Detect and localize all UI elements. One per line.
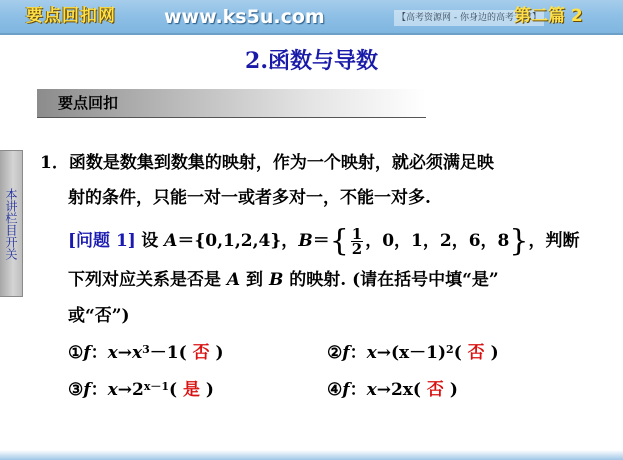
option-4 (327, 378, 458, 402)
option-1-f: f (83, 343, 91, 363)
q-line2-mid: 到 (240, 270, 269, 290)
option-1-x: x (107, 343, 118, 363)
option-1-close: ) (215, 343, 224, 363)
section-divider (37, 117, 426, 118)
option-2-number: ② (327, 343, 343, 363)
option-3-expr: 2 (131, 380, 144, 400)
section-label: 要点回扣 (58, 94, 119, 112)
item1-line1 (40, 151, 494, 175)
page-title: 2.函数与导数 (245, 48, 378, 74)
option-4-number: ④ (327, 380, 343, 400)
set-b-var: B (298, 231, 313, 251)
option-2-expr-b: ( (453, 343, 462, 363)
side-tab-toggle[interactable] (0, 150, 23, 297)
option-4-answer: 否 (426, 380, 444, 400)
option-3-expr-b: ( (169, 380, 178, 400)
banner-part-label: 第二篇 2 (514, 6, 583, 26)
option-1-number: ① (68, 343, 84, 363)
option-3-number: ③ (68, 380, 84, 400)
option-1-expr: x (131, 343, 143, 363)
frac-num: 1 (351, 225, 363, 243)
item1-text-line2: 射的条件，只能一对一或者多对一，不能一对多. (68, 188, 431, 208)
option-2 (327, 341, 499, 365)
option-3-colon: ： (90, 380, 108, 400)
set-b-eq: ＝ (312, 231, 330, 251)
question-label: [问题 1] (68, 231, 136, 251)
q-line2-post: 的映射. (请在括号中填“是” (283, 270, 499, 290)
option-2-colon: ： (349, 343, 367, 363)
option-2-expr: (x－1) (390, 343, 447, 363)
option-2-close: ) (490, 343, 499, 363)
option-4-expr: 2x( (390, 380, 421, 400)
q-line2-b: B (268, 270, 284, 290)
right-brace: } (509, 223, 529, 259)
q-line2-a: A (226, 270, 241, 290)
question-line3: 或“否”) (68, 306, 130, 326)
question-line2 (68, 268, 499, 292)
fraction (351, 227, 363, 256)
bottom-strip (0, 450, 623, 460)
option-3 (68, 378, 214, 402)
option-2-exponent: 2 (446, 343, 454, 356)
set-b-tail: ，判断 (528, 231, 580, 251)
option-2-answer: 否 (467, 343, 485, 363)
option-4-close: ) (449, 380, 458, 400)
side-tab-label: 本讲栏目开关 (4, 187, 18, 260)
option-1-answer: 否 (192, 343, 210, 363)
item1-text-line1: 函数是数集到数集的映射，作为一个映射，就必须满足映 (68, 153, 494, 173)
question-line1 (68, 223, 580, 259)
option-4-colon: ： (349, 380, 367, 400)
option-2-f: f (342, 343, 350, 363)
set-a-var: A (164, 231, 178, 251)
arrow-icon: → (117, 343, 132, 363)
option-1-colon: ： (90, 343, 108, 363)
set-a-prefix: 设 (141, 231, 165, 251)
option-3-answer: 是 (183, 380, 200, 400)
option-1-expr-b: －1( (149, 343, 187, 363)
banner-url[interactable]: www.ks5u.com (164, 6, 325, 28)
q-line2-pre: 下列对应关系是否是 (68, 270, 227, 290)
banner-slogan: 【高考资源网 - 你身边的高考专家】 (394, 10, 544, 26)
option-1 (68, 341, 224, 365)
set-a-def: ＝{0,1,2,4}， (177, 231, 299, 251)
option-1-exponent: 3 (142, 343, 150, 356)
set-b-rest: ，0，1，2，6，8 (365, 231, 510, 251)
arrow-icon: → (376, 380, 391, 400)
option-3-f: f (83, 380, 91, 400)
option-3-close: ) (205, 380, 214, 400)
option-3-x: x (107, 380, 118, 400)
option-2-x: x (366, 343, 377, 363)
arrow-icon: → (376, 343, 391, 363)
left-brace: { (329, 223, 349, 259)
frac-den: 2 (351, 240, 363, 258)
item1-number: 1． (40, 153, 69, 173)
option-4-x: x (366, 380, 377, 400)
option-3-exponent: x－1 (143, 380, 170, 393)
option-4-f: f (342, 380, 350, 400)
arrow-icon: → (117, 380, 132, 400)
banner-left-label: 要点回扣网 (26, 6, 116, 26)
